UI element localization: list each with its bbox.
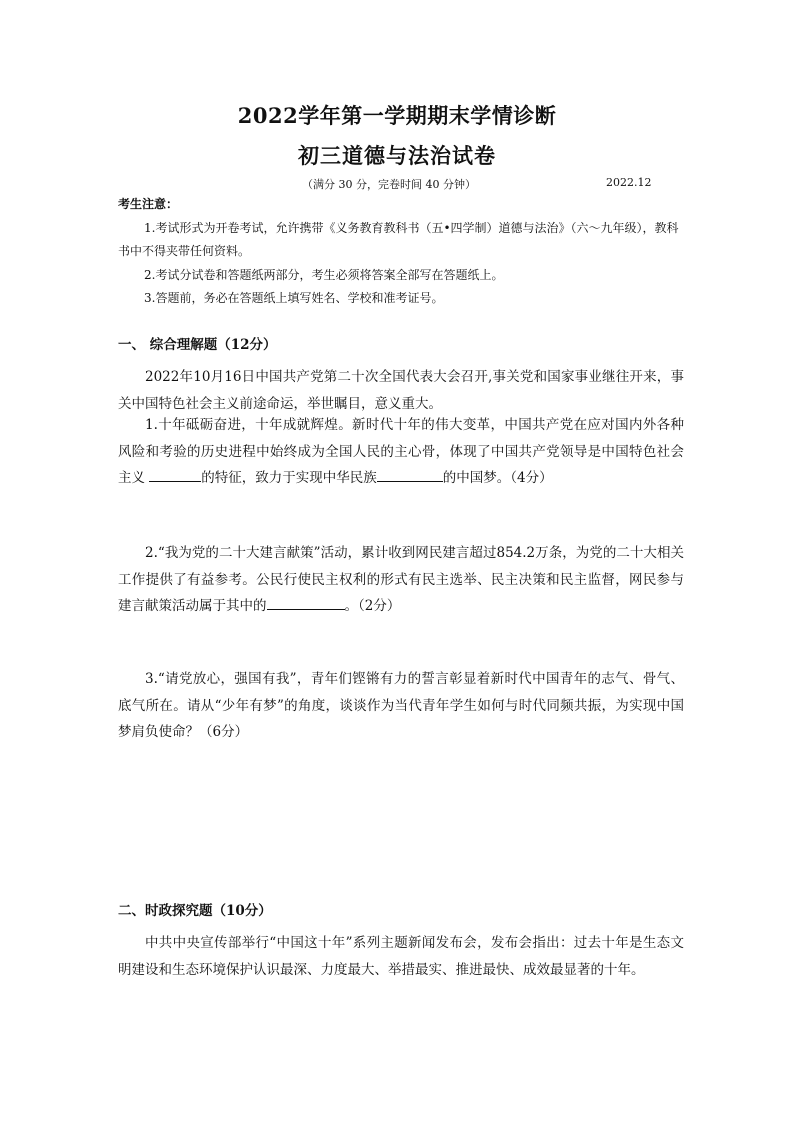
section-1-intro: 2022年10月16日中国共产党第二十次全国代表大会召开,事关党和国家事业继往开来，事关中国特色社会主义前途命运，举世瞩目，意义重大。: [118, 369, 684, 412]
question-2-answer-blank[interactable]: [267, 595, 345, 610]
exam-info: （满分 30 分，完卷时间 40 分钟）: [302, 178, 476, 191]
question-2-text-a: 2.“我为党的二十大建言献策”活动，累计收到网民建言超过854.2万条，为党的二十大相关工作提供了有益参考。公民行使民主权利的形式有民主选举、民主决策和民主监督，网民参与建言献策活动属于其中的: [118, 545, 684, 614]
exam-date: 2022.12: [606, 176, 652, 189]
notes-item-3: 3.答题前，务必在答题纸上填写姓名、学校和准考证号。: [144, 291, 444, 305]
exam-title: 2022学年第一学期期末学情诊断: [237, 103, 557, 128]
section-2-title: 二、时政探究题（10分）: [118, 903, 272, 919]
question-1-answer-blank-1[interactable]: [149, 467, 201, 482]
question-1-answer-blank-2[interactable]: [377, 467, 443, 482]
question-3: 3.“请党放心，强国有我”，青年们铿锵有力的誓言彰显着新时代中国青年的志气、骨气、底气所在。请从“少年有梦”的角度，谈谈作为当代青年学生如何与时代同频共振，为实现中国梦肩负使命？（6分）: [118, 671, 684, 740]
section-1-title: 一、 综合理解题（12分）: [118, 337, 277, 353]
question-1-text-b: 的特征，致力于实现中华民族: [201, 470, 377, 486]
question-2: [118, 540, 684, 620]
candidate-notes: [118, 193, 688, 311]
question-1-text-c: 的中国梦。（4分）: [442, 470, 553, 486]
notes-heading: 考生注意：: [118, 197, 179, 211]
question-2-text-b: 。（2分）: [344, 598, 401, 614]
notes-item-2: 2.考试分试卷和答题纸两部分，考生必须将答案全部写在答题纸上。: [144, 267, 504, 282]
section-2-intro: 中共中央宣传部举行“中国这十年”系列主题新闻发布会，发布会指出：过去十年是生态文明建设和生态环境保护认识最深、力度最大、举措最实、推进最快、成效最显著的十年。: [118, 935, 684, 978]
exam-subtitle: 初三道德与法治试卷: [298, 143, 496, 168]
question-1-text-a: 1.十年砥砺奋进，十年成就辉煌。新时代十年的伟大变革，中国共产党在应对国内外各种风险和考验的历史进程中始终成为全国人民的主心骨，体现了中国共产党领导是中国特色社会主义: [118, 417, 684, 486]
notes-item-1: 1.考试形式为开卷考试，允许携带《义务教育教科书（五•四学制）道德与法治》（六～九年级），教科书中不得夹带任何资料。: [118, 220, 679, 258]
question-1: [118, 412, 684, 492]
